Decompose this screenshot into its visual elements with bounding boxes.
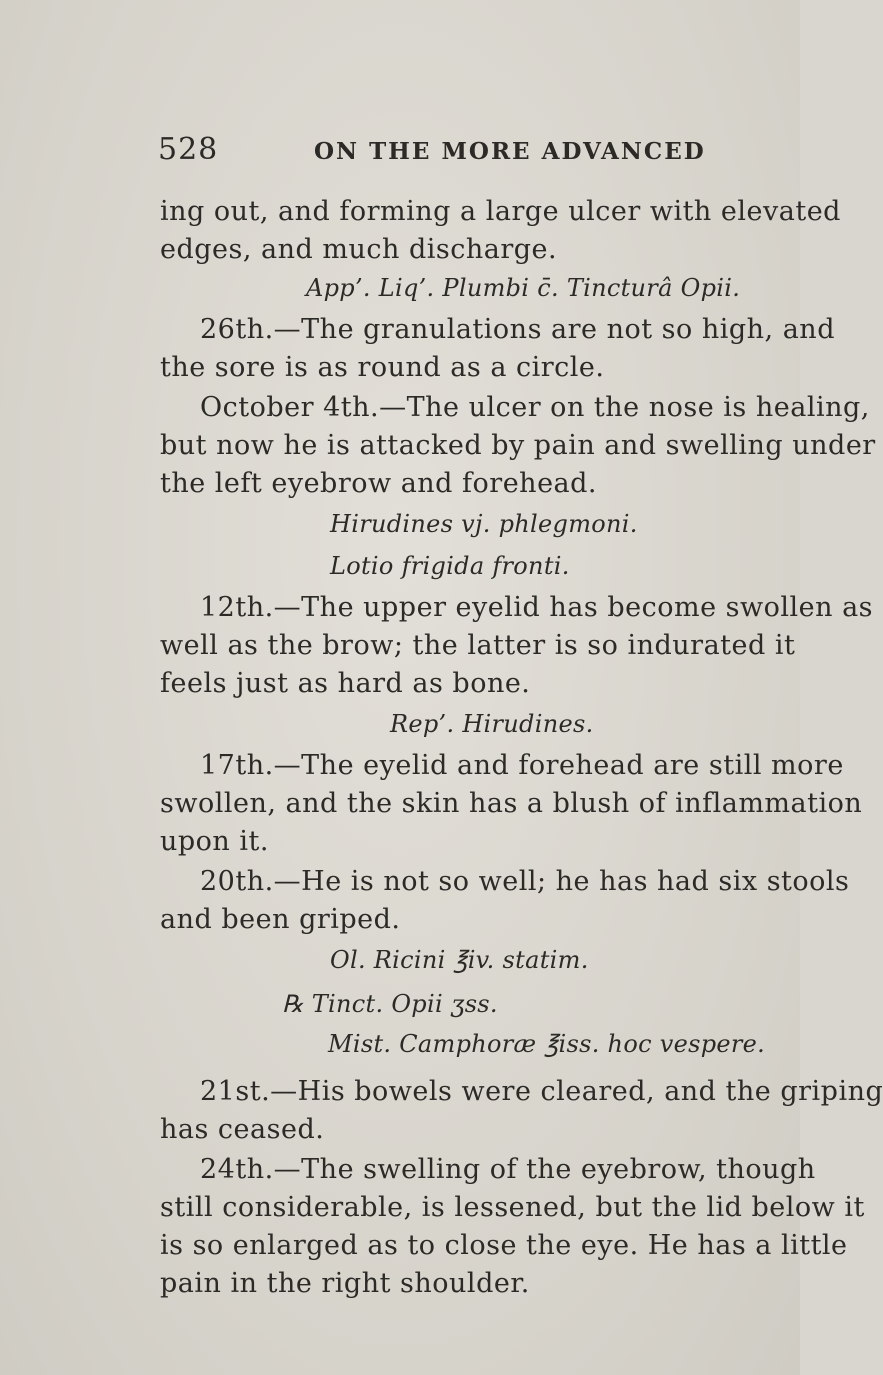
text-line: edges, and much discharge. — [160, 234, 558, 265]
text-line: ing out, and forming a large ulcer with elevated — [160, 196, 841, 227]
prescription-line: App’. Liq’. Plumbi c̄. Tincturâ Opii. — [306, 274, 741, 302]
text-line: pain in the right shoulder. — [160, 1268, 530, 1299]
text-line: 12th.—The upper eyelid has become swollen as — [200, 592, 874, 623]
text-line: feels just as hard as bone. — [160, 668, 531, 699]
text-line: 26th.—The granulations are not so high, and — [200, 314, 835, 345]
page-header — [158, 132, 778, 172]
text-line: the sore is as round as a circle. — [160, 352, 605, 383]
text-line: is so enlarged as to close the eye. He has a little — [160, 1230, 848, 1261]
prescription-line: Mist. Camphoræ ℥iss. hoc vespere. — [328, 1030, 766, 1058]
text-line: still considerable, is lessened, but the lid below it — [160, 1192, 865, 1223]
prescription-line: Ol. Ricini ℥iv. statim. — [330, 946, 589, 974]
text-line: has ceased. — [160, 1114, 325, 1145]
text-line: 20th.—He is not so well; he has had six stools — [200, 866, 850, 897]
prescription-line: ℞ Tinct. Opii ʒss. — [282, 990, 498, 1018]
text-line: 24th.—The swelling of the eyebrow, though — [200, 1154, 816, 1185]
text-line: upon it. — [160, 826, 269, 857]
running-head: ON THE MORE ADVANCED — [314, 138, 706, 165]
prescription-line: Hirudines vj. phlegmoni. — [330, 510, 638, 538]
prescription-line: Lotio frigida fronti. — [330, 552, 570, 580]
text-line: and been griped. — [160, 904, 401, 935]
text-line: October 4th.—The ulcer on the nose is healing, — [200, 392, 870, 423]
text-line: well as the brow; the latter is so indurated it — [160, 630, 796, 661]
text-line: 17th.—The eyelid and forehead are still more — [200, 750, 844, 781]
text-line: the left eyebrow and forehead. — [160, 468, 598, 499]
text-line: swollen, and the skin has a blush of inflammation — [160, 788, 863, 819]
text-line: but now he is attacked by pain and swelling under — [160, 430, 876, 461]
page-number: 528 — [158, 132, 219, 167]
text-line: 21st.—His bowels were cleared, and the griping — [200, 1076, 883, 1107]
prescription-line: Rep’. Hirudines. — [390, 710, 594, 738]
